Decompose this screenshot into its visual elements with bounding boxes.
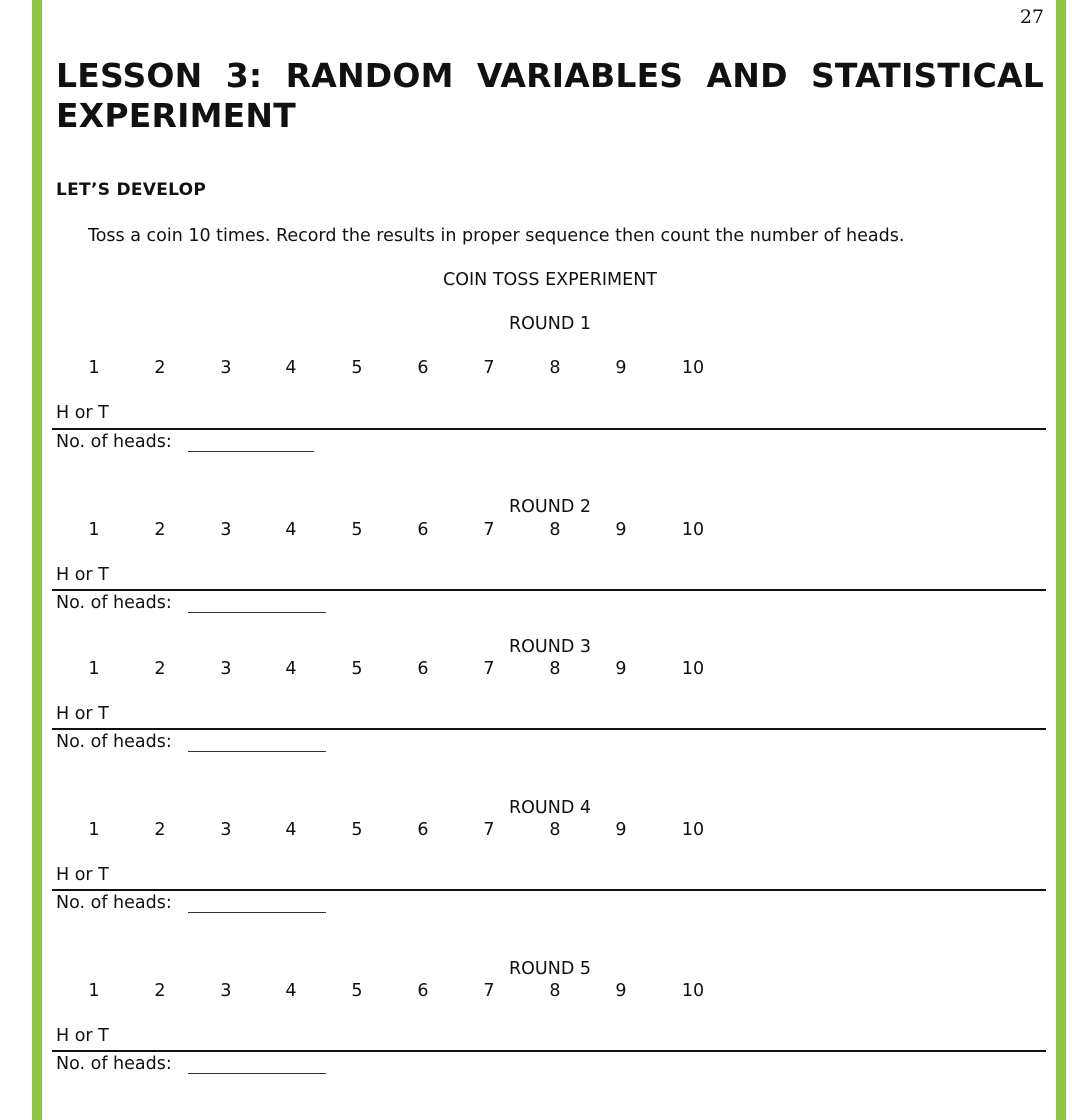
heads-count-label: No. of heads: [56, 1054, 172, 1074]
toss-number: 6 [417, 520, 429, 540]
row-divider [52, 428, 1046, 430]
toss-number: 1 [88, 981, 100, 1001]
row-divider [52, 1050, 1046, 1052]
toss-number: 4 [285, 520, 297, 540]
toss-number: 10 [681, 820, 705, 840]
toss-number: 8 [549, 820, 561, 840]
toss-number: 7 [483, 981, 495, 1001]
toss-number: 10 [681, 520, 705, 540]
toss-number: 8 [549, 520, 561, 540]
toss-number: 2 [154, 981, 166, 1001]
round-label: ROUND 2 [508, 497, 591, 517]
toss-number: 3 [220, 659, 232, 679]
h-or-t-label: H or T [56, 403, 109, 423]
toss-number: 3 [220, 981, 232, 1001]
h-or-t-label: H or T [56, 865, 109, 885]
toss-number: 1 [88, 659, 100, 679]
toss-number: 1 [88, 358, 100, 378]
toss-number: 8 [549, 358, 561, 378]
heads-count-label: No. of heads: [56, 893, 172, 913]
toss-number: 4 [285, 358, 297, 378]
toss-number: 8 [549, 981, 561, 1001]
toss-number: 2 [154, 520, 166, 540]
h-or-t-label: H or T [56, 1026, 109, 1046]
toss-number: 9 [615, 520, 627, 540]
toss-number: 6 [417, 820, 429, 840]
h-or-t-label: H or T [56, 704, 109, 724]
round-label: ROUND 4 [508, 798, 591, 818]
heads-count-blank[interactable] [188, 912, 326, 913]
heads-count-blank[interactable] [188, 1073, 326, 1074]
toss-number: 10 [681, 358, 705, 378]
instruction-text: Toss a coin 10 times. Record the results in proper sequence then count the number of heads. [88, 226, 905, 246]
toss-number: 9 [615, 659, 627, 679]
page-number: 27 [1019, 6, 1044, 28]
heads-count-label: No. of heads: [56, 732, 172, 752]
toss-number: 1 [88, 820, 100, 840]
toss-number: 4 [285, 820, 297, 840]
toss-number: 7 [483, 659, 495, 679]
toss-number: 5 [351, 358, 363, 378]
heads-count-blank[interactable] [188, 451, 314, 452]
experiment-title: COIN TOSS EXPERIMENT [443, 270, 657, 290]
toss-number: 4 [285, 981, 297, 1001]
round-label: ROUND 5 [508, 959, 591, 979]
toss-number: 7 [483, 820, 495, 840]
row-divider [52, 728, 1046, 730]
toss-number: 2 [154, 358, 166, 378]
toss-number: 6 [417, 358, 429, 378]
toss-number: 7 [483, 520, 495, 540]
toss-number: 9 [615, 981, 627, 1001]
lesson-title: LESSON 3: RANDOM VARIABLES AND STATISTICAL EXPERIMENT [56, 56, 1044, 135]
toss-number: 8 [549, 659, 561, 679]
toss-number: 6 [417, 659, 429, 679]
toss-number: 3 [220, 820, 232, 840]
round-label: ROUND 1 [508, 314, 591, 334]
heads-count-label: No. of heads: [56, 432, 172, 452]
page-border-left [32, 0, 42, 1120]
toss-number: 5 [351, 520, 363, 540]
toss-number: 1 [88, 520, 100, 540]
toss-number: 2 [154, 659, 166, 679]
page-border-right [1056, 0, 1066, 1120]
toss-number: 6 [417, 981, 429, 1001]
toss-number: 5 [351, 659, 363, 679]
toss-number: 7 [483, 358, 495, 378]
toss-number: 3 [220, 520, 232, 540]
toss-number: 4 [285, 659, 297, 679]
round-label: ROUND 3 [508, 637, 591, 657]
h-or-t-label: H or T [56, 565, 109, 585]
toss-number: 5 [351, 981, 363, 1001]
heads-count-label: No. of heads: [56, 593, 172, 613]
toss-number: 10 [681, 981, 705, 1001]
heads-count-blank[interactable] [188, 751, 326, 752]
toss-number: 10 [681, 659, 705, 679]
toss-number: 9 [615, 820, 627, 840]
toss-number: 5 [351, 820, 363, 840]
row-divider [52, 589, 1046, 591]
row-divider [52, 889, 1046, 891]
heads-count-blank[interactable] [188, 612, 326, 613]
toss-number: 9 [615, 358, 627, 378]
toss-number: 2 [154, 820, 166, 840]
section-heading: LET’S DEVELOP [56, 180, 207, 200]
toss-number: 3 [220, 358, 232, 378]
